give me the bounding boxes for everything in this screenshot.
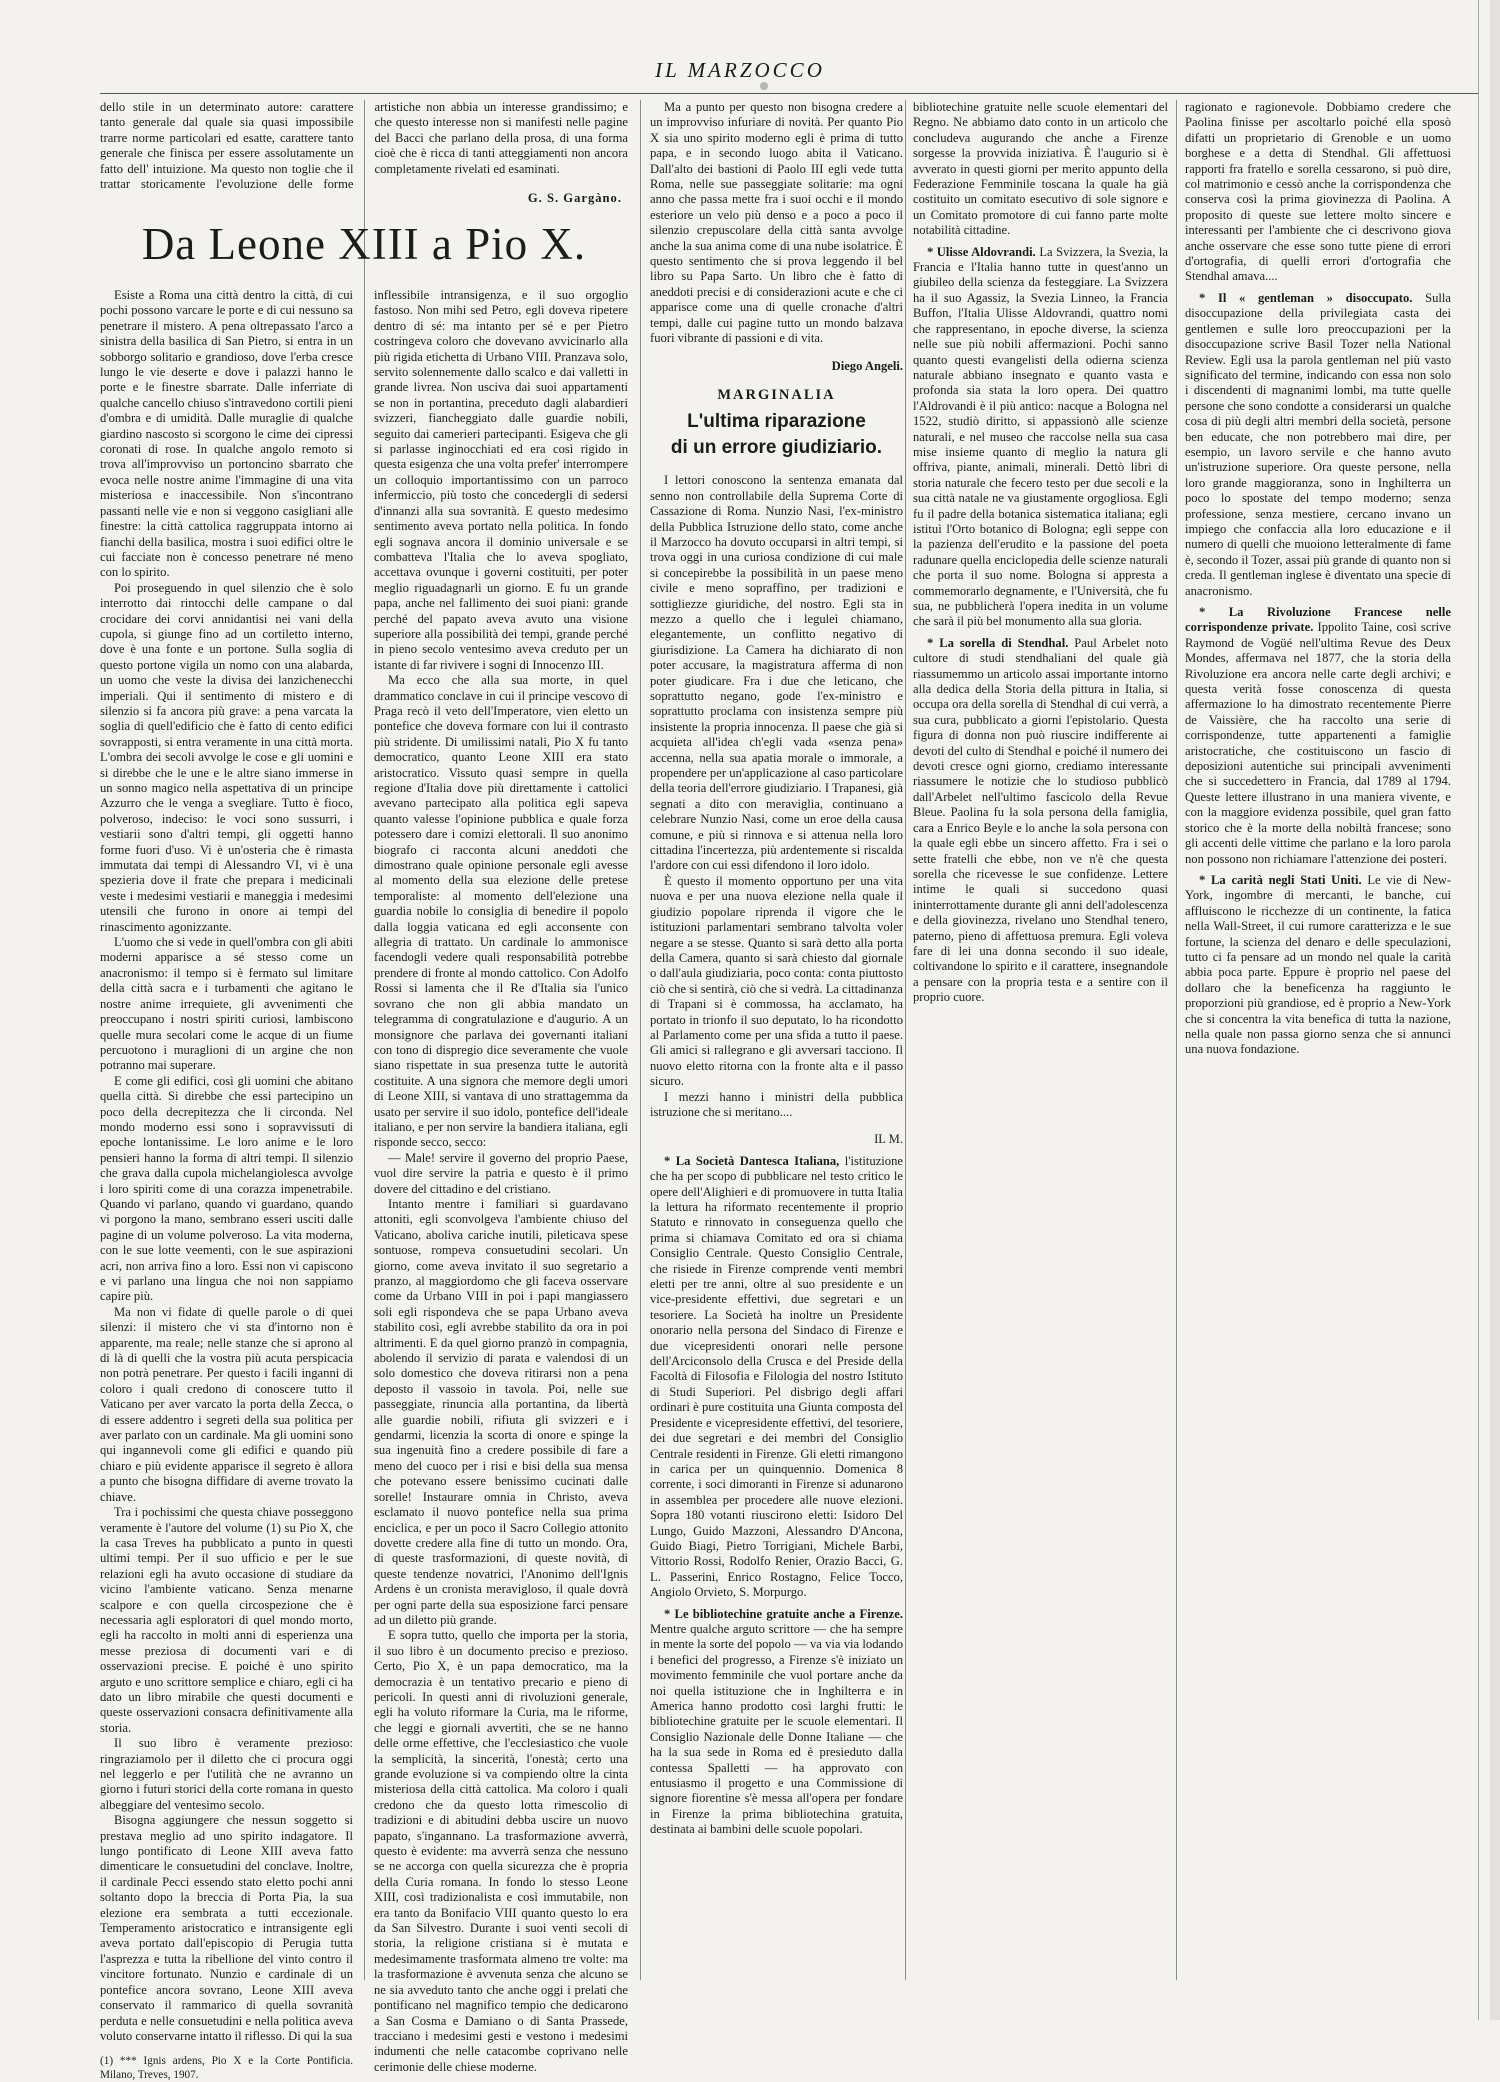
note-item bbox=[913, 636, 1168, 1006]
article-title: Da Leone XIII a Pio X. bbox=[141, 219, 587, 269]
column-5 bbox=[1185, 100, 1451, 2005]
page-fold-line bbox=[1478, 0, 1479, 2020]
note-text: Sulla disoccupazione della privilegiata casta dei gentlemen e sulle loro preoccupazioni per la disoccupazione scrive Basil Tozer nella National Review. Egli usa la parola gentleman nel più vasto significato del termine, indicando con essa non solo i discendenti di magnanimi lombi, ma tutte quelle persone che sono condotte a considerarsi un qualche cosa di più degli altri membri della società, persone ben educate, che non potrebbero mai dire, per esempio, un lavoro servile e che hanno avuto un'istruzione superiore. Ora queste persone, nella loro grande maggioranza, sono in Inghilterra un poco lo spostate del tempo moderno; senza professione, senza mestiere, cercano invano un impiego che confaccia alla loro educazione e il numero di quelli che muoiono letteralmente di fame è, secondo il Tozer, assai più grande di quanto non si creda. Il gentleman inglese è diventato una specie di anacronismo. bbox=[1185, 290, 1451, 598]
header-rule bbox=[100, 93, 1478, 94]
note-paragraph: ragionato e ragionevole. Dobbiamo credere che Paolina finisse per ascoltarlo poiché ella sposò difatti un proprietario di Grenoble e un uomo borghese e a detta di Stendhal. Gli affettuosi rapporti fra fratello e sorella cessarono, si può dire, col matrimonio e cessò anche la corrispondenza che conserva così la prima giovinezza di Paolina. A proposito di queste sue lettere molto sincere e interessanti per l'ambiente che ci descrivono giova anche osservare che esse sono tutte piene di errori d'ortografia, di quelli errori d'ortografia che Stendhal amava.... bbox=[1185, 100, 1451, 284]
note-text: l'istituzione che ha per scopo di pubblicare nel testo critico le opere dell'Alighieri e di promuovere in tutta Italia la lettura ha riformato recentemente il proprio Statuto e rinnovato in conseguenza quello che prima si chiamava Comitato ed ora si chiama Consiglio Centrale. Questo Consiglio Centrale, che risiede in Firenze comprende venti membri eletti per tre anni, oltre al suo presidente e un vice-presidente effettivi, due segretari e un tesoriere. La Società ha inoltre un Presidente onorario nella persona del Sindaco di Firenze e due vicepresidenti onorari nelle persone dell'Arciconsolo della Crusca e del Preside della Facoltà di Filosofia e Filologia del nostro Istituto di Studi Superiori. Pel disbrigo degli affari ordinari è pure costituita una Giunta composta del Presidente e vicepresidente effettivi, del tesoriere, dei due segretari e dei membri del Consiglio Centrale residenti in Firenze. Gli eletti rimangono in carica per un quinquennio. Domenica 8 corrente, i soci dimoranti in Firenze si adunarono in assemblea per procedere alle nuove elezioni. Sopra 180 votanti riuscirono eletti: Isidoro Del Lungo, Guido Mazzoni, Alessandro D'Ancona, Guido Biagi, Pietro Torrigiani, Michele Barbi, Vittorio Rossi, Rodolfo Renier, Orazio Bacci, G. L. Passerini, Enrico Rostagno, Felice Tocco, Angiolo Orvieto, S. Morpurgo. bbox=[650, 1153, 903, 1600]
article-paragraph: E sopra tutto, quello che importa per la storia, il suo libro è un documento preciso e prezioso. Certo, Pio X, è un papa democratico, ma la democrazia è un tentativo precario e pieno di pericoli. In questi anni di rivoluzioni generale, egli ha voluto riformare la Curia, ma le riforme, che leggi e giornali avvertiti, che se ne hanno delle orme effettive, che l'ecclesiastico che vuole la semplicità, la sincerità, l'onestà; certo una grande evoluzione si va compiendo oltre la cinta misteriosa della città cattolica. Ma coloro i quali credono che da questo lotta rimescolio di tradizioni e di abitudini debba uscire un nuovo papato, s'ingannano. La trasformazione avverrà, questo è evidente: ma avverrà senza che nessuno se ne accorga con quella sicurezza che è propria della Curia romana. In fondo lo stesso Leone XIII, così tradizionalista e così immutabile, non era tanto da Bonifacio VIII quanto questo lo era da San Silvestro. Durante i suoi venti secoli di storia, la religione cristiana si è mutata e medesimamente trasformata almeno tre volte: ma la trasformazione è avvenuta senza che alcuno se ne sia avveduto tanto che anche oggi i prelati che pontificano nel magnifico tempio che dedicarono a San Cosma e Damiano o di Santa Prassede, tracciano i medesimi gesti e vestono i medesimi indumenti che nelle catacombe coprivano nelle cerimonie delle chiese moderne. bbox=[374, 1628, 628, 2074]
article-signature: Diego Angeli. bbox=[831, 358, 903, 373]
marginalia-paragraph: È questo il momento opportuno per una vita nuova e per una nuova elezione nella quale il giudizio popolare riprenda il vigore che le istituzioni parlamentari sembrano talvolta voler negare a se stesse. Quanto si sarà detto alla porta della Camera, quanto si sarà chiesto dal giornale o dall'aula giudiziaria, poco conta: conta piuttosto ciò che si sentirà, ciò che si vedrà. La cittadinanza di Trapani si è commossa, ha acclamato, ha portato in trionfo il suo deputato, lo ha ricondotto al Parlamento come per una sfida a tutto il paese. Gli amici si rallegrano e gli avversari tacciono. Il nuovo eletto ritorna con la fronte alta e il passo sicuro. bbox=[650, 873, 903, 1089]
carry-signature: G. S. Gargàno. bbox=[527, 191, 622, 206]
marginalia-initials: IL M. bbox=[874, 1132, 903, 1147]
article-paragraph: Esiste a Roma una città dentro la città, di cui pochi possono varcare le porte e di cui nessuno sa penetrare il mistero. A pena oltrepassato l'arco a sinistra della basilica di San Pietro, si entra in un sobborgo solitario e grandioso, dove l'erba cresce lungo le vie deserte e dove i palazzi hanno le porte e le finestre sbarrate. Dalle inferriate di qualche cancello chiuso s'intravedono cortili pieni d'ombra e di umidità. Dalle muraglie di qualche giardino nascosto si scorgono le cime dei cipressi coronati di rose. In qualche angolo remoto si trova all'improvviso un portoncino sbarrato che evoca nelle nostre anime l'immagine di una vita misteriosa e inaccessibile. Non s'incontrano passanti nelle vie e non si veggono casigliani alle finestre: la città cattolica raggruppata intorno ai fianchi della basilica, mostra i suoi edifici oltre le cui facciate non è concesso penetrare né meno con lo spirito. bbox=[100, 288, 353, 580]
note-item bbox=[650, 1154, 903, 1601]
section-heading: MARGINALIA bbox=[717, 386, 836, 403]
note-text: Ippolito Taine, così scrive Raymond de Vogüé nell'ultima Revue des Deux Mondes, affermava nel 1877, che la storia della Rivoluzione era ancora nelle carte degli archivi; e questa verità fosse conoscenza di questa affermazione lo ha dimostrato recentemente Pierre de Vaissière, che ha raccolto una serie di corrispondenze, tutte appartenenti a famiglie aristocratiche, che costituiscono un fascio di deposizioni autentiche sui principali avvenimenti che si succedettero in Francia, dal 1789 al 1794. Queste lettere illustrano in una maniera vivente, e con la maggiore evidenza possibile, quel gran fatto storico che è la morte della nobiltà francese; sono gli accenti delle vittime che parlano e la loro parola non possono non richiamare l'attenzione dei posteri. bbox=[1185, 620, 1451, 866]
article-paragraph: Tra i pochissimi che questa chiave posseggono veramente è l'autore del volume (1) su Pio X, che la casa Treves ha pubblicato a punto in questi ultimi tempi. Per il suo ufficio e per le sue relazioni egli ha avuto occasione di studiare da vicino l'ambiente vaticano. Senza menarne scalpore e con quella circospezione che è necessaria agli esploratori di quel mondo morto, egli ha raccolto in molti anni di esperienza una messe preziosa di documenti vari e di osservazioni precise. E poiché è uno spirito arguto e uno scrittore semplice e chiaro, egli ci ha dato un libro mirabile che questi documenti e queste osservazioni consacra definitivamente alla storia. bbox=[100, 1505, 353, 1735]
note-rubric: * Il « gentleman » disoccupato. bbox=[1199, 290, 1413, 305]
article-paragraph: inflessibile intransigenza, e il suo orgoglio fastoso. Non mihi sed Petro, egli doveva ripetere dentro di sé: ma intanto per sé e per Pietro costringeva coloro che dovevano avvicinarlo alla più rigida etichetta di Urbano VIII. Pranzava solo, servito solennemente dallo scalco e dai valletti in grande livrea. Non usciva dai suoi appartamenti se non in portantina, preceduto dagli alabardieri svizzeri, fiancheggiato dalle guardie nobili, seguito dai camerieri partecipanti. Esigeva che gli si parlasse inginocchiati ed era così rigido in questa esigenza che una volta prefer' interrompere un colloquio importantissimo con un parroco infermiccio, più tosto che concedergli di sedersi d'innanzi alla sua sovranità. E questo medesimo sentimento avevа portato nella politica. In fondo egli sognava ancora il dominio universale e se combatteva l'Italia che lo aveva spogliato, accettava ovunque i governi costituiti, per poter meglio riguadagnarli un giorno. E fu un grande papa, anche nel fallimento dei suoi piani: grande perché del papato aveva avuto una visione superiore alla possibilità dei tempi, grande perché in pieno secolo ventesimo aveva creduto per un istante di far rivivere i sogni di Innocenzo III. bbox=[374, 288, 628, 672]
column-2 bbox=[374, 288, 628, 2074]
note-rubric: * La sorella di Stendhal. bbox=[927, 635, 1069, 650]
note-text: Paul Arbelet noto cultore di studi stendhaliani del quale già riassumemmo un articolo assai importante intorno alla dedica della Storia della pittura in Italia, si occupa ora della sorella di Stendhal di cui verrà, a sua cura, pubblicato a giorni l'epistolario. Questa figura di donna non può riuscire indifferente ai devoti del culto di Stendhal e poiché il numero dei devoti cresce ogni giorno, crediamo interessante riassumere le notizie che lo studioso pubblicò dall'Arbelet nell'ultimo fascicolo della Revue Bleue. Paolina fu la sola persona della famiglia, cara a Enrico Beyle e lo anche la sola persona con la quale egli ebbe un sincero affetto. Fra i sei o sette fratelli che ebbe, non ve n'è che questa sorella che ricevesse le sue confidenze. Lettere intime le quali si succedono quasi ininterrottamente durante gli anni dell'adolescenza e della giovinezza, rivelano uno Stendhal tenero, paterno, pieno di affettuosa premura. Egli voleva fare di lei una donna secondo il suo ideale, coltivandone lo spirito e il carattere, insegnandole a pensare con la propria testa e a sentire con il proprio cuore. bbox=[913, 635, 1168, 1005]
article-paragraph: Poi proseguendo in quel silenzio che è solo interrotto dai rintocchi delle campane o dal crocidare dei corvi annidantisi nei vani della cupola, si giunge fino ad un cortiletto interno, dove è una fonte e un portone. Sulla soglia di questo portone vigila un nomo con una alabarda, un uomo che veste la divisa dei lanzichenecchi imperiali. Qui il sentimento di mistero e di silenzio si fa ancora più grave: a pena varcata la soglia di quell'edificio che è fatto di cento edifici sovrapposti, si entra veramente in una città morta. L'ombra dei secoli avvolge le cose e gli uomini e si direbbe che le une e le altre siano immerse in un sonno magico nella aspettativa di un principe Azzurro che le venga a svegliare. Tutto è fioco, polveroso, indeciso: le voci sono sussurri, i vestiarii sono d'altri tempi, gli oggetti hanno forme fuori d'uso. Vi è un'osteria che è rimasta immutata dai tempi di Alessandro VI, vi è una spezieria dove il frate che prepara i medicinali veste i medesimi vestiarii e maneggia i medesimi utensili che furono in onore ai tempi del rinascimento agonizzante. bbox=[100, 580, 353, 934]
column-rule bbox=[1176, 100, 1177, 1980]
article-paragraph: Ma ecco che alla sua morte, in quel drammatico conclave in cui il principe vescovo di Praga recò il veto dell'Imperatore, vien eletto un pontefice che doveva formare con lui il contrasto più stridente. Di umilissimi natali, Pio X fu tanto democratico, quanto Leone XIII era stato aristocratico. Vissuto quasi sempre in quella regione d'Italia dove più direttamente i cattolici avevano partecipato alla politica egli sapeva quanto valesse l'opinione pubblica e quale forza potessero dare i comizi elettorali. Il suo anonimo biografo ci racconta alcuni aneddoti che dimostrano quale opinione personale egli avesse al momento della sua elezione delle pretese temporalistе: al momento dell'elezione una guardia nobile lo consiglia di benedire il popolo dalla loggia vaticana ed egli acconsente con allegria di trattato. Un cardinale lo ammonisce facendogli vedere quali responsabilità potrebbe prendere di fronte al mondo cattolico. Con Adolfo Rossi si lamenta che il Re d'Italia sia l'unico sovrano che non gli abbia mandato un telegramma di congratulazione e d'augurio. A un monsignore che parlava dei governanti italiani con tono di dispregio dice severamente che vuole siano rispettate in sua presenza tutte le autorità costituite. A una signora che memore degli umori di Leone XIII, si vantava di uno strattagemma da usato per servire il suo idolo, pontefice dell'ideale italiano, e per non servire la bandiera italiana, egli risponde secco, secco: bbox=[374, 673, 628, 1150]
note-text: Mentre qualche arguto scrittore — che ha sempre in mente la sorte del popolo — va via via lodando i benefici del progresso, a Firenze s'è iniziato un movimento femminile che vuol portare anche da noi quella istituzione che in Inghilterra e in America hanno prodotto così larghi frutti: le bibliotechine gratuite per le scuole elementari. Il Consiglio Nazionale delle Donne Italiane — che ha la sua sede in Roma ed è presieduto dalla contessa Spalletti — ha approvato con entusiasmo il progetto e una Commissione di signore fiorentine s'è messa all'opera per fondare in Firenze la prima bibliotechina gratuita, destinata ai bambini delle scuole popolari. bbox=[650, 1621, 903, 1837]
note-rubric: * La Rivoluzione Francese nelle corrispondenze private. bbox=[1185, 605, 1451, 635]
note-item bbox=[1185, 873, 1451, 1058]
note-item bbox=[1185, 291, 1451, 599]
column-3 bbox=[650, 100, 903, 2005]
marginalia-paragraph: I lettori conoscono la sentenza emanata dal senno non controllabile della Suprema Corte di Cassazione di Roma. Nunzio Nasi, l'ex-ministro della Pubblica Istruzione dello stato, come anche il Marzocco ha dovuto occuparsi in altri tempi, si trova oggi in una curiosa condizione di cui male si concepirebbe la possibilità in un paese meno civile e meno sopraffino, per tradizioni e sottigliezze giuridiche, del nostro. Egli sta in mezzo a quello che i leguleì chiamano, elegantemente, un conflitto negativo di giurisdizione. La Camera ha dichiarato di non poter accusare, la magistratura afferma di non poter giudicare. Fra i due che leticano, che soprattutto negano, gode l'ex-ministro e soprattutto proclama con insistenza sempre più insistente la propria innocenza. Il paese che già si acquieta all'idea ch'egli vada «senza pena» accenna, nella sua apatia morale o immorale, a propendere per un'applicazione al caso particolare della teoria dell'errore giudiziario. I Trapanesi, già segnati a dito con meraviglia, continuano a celebrare Nunzio Nasi, come un eroe della causa comune, e più si rinnova e si attenua nella loro cittadina l'incertezza, più ardentemente si riscalda l'ardore con cui essi difendono il loro idolo. bbox=[650, 473, 903, 873]
article-paragraph: Ma non vi fidate di quelle parole o di quei silenzi: il mistero che vi sta d'intorno non è apparente, ma reale; nelle stanze che si aprono al di là di quelli che la vostra più acuta perspicacia non potrà penetrare. Per questo i facili inganni di coloro i quali credono di conoscere tutto il Vaticano per aver varcato la porta della Zecca, o di essere addentro i segreti della sua politica per aver parlato con un cardinale. Ma gli uomini sono qui ingannevoli come gli edifici e quando più chiaro e più evidente apparisce il segreto è allora a punto che bisogna diffidare di averne trovato la chiave. bbox=[100, 1304, 353, 1504]
article-paragraph: L'uomo che si vede in quell'ombra con gli abiti moderni apparisce a sé stesso come un anacronismo: il tempo si è fermato sul limitare della città sacra e i turbamenti che agitano le nostre anime irrequiete, gli avvenimenti che preoccupano i nostri spiriti curiosi, lambiscono quelle mura secolari come le acque di un fiume percuotono i muraglioni di un argine che non potranno mai superare. bbox=[100, 935, 353, 1073]
paper-blot bbox=[760, 82, 768, 90]
note-item bbox=[650, 1607, 903, 1838]
note-rubric: * La carità negli Stati Uniti. bbox=[1199, 872, 1362, 887]
note-rubric: * La Società Dantesca Italiana, bbox=[664, 1153, 840, 1168]
article-paragraph: Bisogna aggiungere che nessun soggetto si prestava meglio ad uno spirito indagatore. Il lungo pontificato di Leone XIII aveva fatto dimenticare le consuetudini del conclave. Inoltre, il cardinale Pecci essendo stato eletto pochi anni soltanto dopo la breccia di Porta Pia, la sua elezione era sembrata a tutti eccezionale. Temperamento aristocratico e intransigente egli aveva portato dall'episcopio di Perugia tutta l'asprezza e tutta la ribellione del vinto contro il vincitore fortunato. Nunzio e cardinale di un pontefice ancora sovrano, Leone XIII aveva conservato il rammarico di quella sovranità perduta e nelle consuetudini e nella politica aveva voluto conservarne intatto il riflesso. Di qui la sua bbox=[100, 1813, 353, 2043]
article-paragraph: E come gli edifici, così gli uomini che abitano quella città. Si direbbe che essi partecipino un poco della decrepitezza che li circonda. Nel mondo moderno essi sono i sopravvissuti di epoche lontanissime. Le loro anime e le loro pensieri hanno la forma di altri tempi. Il silenzio che grava dalla cupola michelangiolesca avvolge i loro spiriti come di una corazza impenetrabile. Quando vi parlano, quando vi guardano, quando vi porgono la mano, sembrano esseri usciti dalle pagine di un volume polveroso. La vita moderna, con le sue lotte veementi, con le sue aspirazioni acri, non arriva fino a loro. Essi non vi capiscono e vi parlano una lingua che noi non sappiamo capire più. bbox=[100, 1073, 353, 1304]
article-paragraph: Il suo libro è veramente prezioso: ringraziamolo per il diletto che ci procura oggi nel leggerlo e per l'utilità che ne avranno un giorno i futuri storici della corte romana in questo albeggiare del ventesimo secolo. bbox=[100, 1736, 353, 1812]
marginalia-title bbox=[650, 409, 903, 461]
column-4 bbox=[913, 100, 1168, 2005]
page-edge bbox=[1490, 0, 1500, 2020]
note-rubric: * Ulisse Aldovrandi. bbox=[927, 244, 1036, 259]
note-item bbox=[913, 245, 1168, 630]
running-title: IL MARZOCCO bbox=[655, 58, 825, 82]
column-rule bbox=[640, 100, 641, 1980]
note-rubric: * Le bibliotechine gratuite anche a Firenze. bbox=[664, 1606, 903, 1621]
column-rule bbox=[364, 100, 365, 1980]
note-item bbox=[1185, 605, 1451, 867]
carry-over-text bbox=[100, 100, 628, 210]
title-line: di un errore giudiziario. bbox=[670, 437, 883, 459]
article-paragraph: Ma a punto per questo non bisogna credere a un improvviso infuriare di novità. Per quanto Pio X sia uno spirito moderno egli è prima di tutto papa, e in secondo luogo abita il Vaticano. Dall'alto dei bastioni di Paolo III egli vede tutta Roma, nelle sue passeggiate solitarie: ma ogni anno che passa mette fra i suoi occhi e il mondo esteriore un velo più denso e a poco a poco il silenzio crepuscolare della città santa avvolge anche la sua anima come di una nube isolatrice. È questo sentimento che si prova leggendo il bel libro su Papa Sarto. Un libro che è fatto di aneddoti precisi e di considerazioni acute e che ci apparisce come una di quelle cronache d'altri tempi, dalle cui pagine tutto un mondo balzava fuori vibrante di passioni e di vita. bbox=[650, 100, 903, 346]
note-paragraph: bibliotechine gratuite nelle scuole elementari del Regno. Ne abbiamo dato conto in un articolo che concludeva augurando che anche a Firenze sorgesse la provvida iniziativa. È l'augurio si è avverato in questi giorni per merito appunto della Federazione Femminile toscana la quale ha già costituito un comitato esecutivo di sole signore e un Comitato promotore di cui fanno parte molte notabilità cittadine. bbox=[913, 100, 1168, 238]
column-1 bbox=[100, 288, 353, 2082]
article-paragraph: Intanto mentre i familiari si guardavano attoniti, egli sconvolgeva l'ambiente chiuso del Vaticano, aboliva cariche inutili, pileticava spese sontuose, rompeva consuetudini secolari. Un giorno, come aveva invitato il suo segretario a pranzo, al maggiordomo che gli faceva osservare come da Urbano VIII in poi i papi mangiassero soli egli rispondeva che se papa Urbano aveva stabilito così, egli avrebbe stabilito da ora in poi altrimenti. E da quel giorno pranzò in compagnia, abolendo il servizio di parata e valendosi di un solo domestico che doveva ritirarsi non a pena deposto il vassoio in tavola. Poi, nelle sue passeggiate, rinuncia alla portantina, da libertà alle guardie nobili, rifiuta gli svizzeri e i gendarmi, licenzia la scorta di onore e spinge la sua ingenuità fino a credere possibile di fare a meno del cuoco per i risi e bisi della sua mensa che potevano essere benissimo cucinati dalle sorelle! Instaurare omnia in Christo, aveva esclamato il nuovo pontefice nella sua prima enciclica, e per un poco il Sacro Collegio attonito dovette credere alla fine di tutto un mondo. Ora, di queste trasformazioni, di queste novità, di queste tendenze novatrici, l'Anonimo dell'Ignis Ardens è un cronista meravigloso, il quale dovrà per ogni parte della sua esposizione farci pensare ad un diletto più grande. bbox=[374, 1196, 628, 1627]
marginalia-paragraph: I mezzi hanno i ministri della pubblica istruzione che si meritano.... bbox=[650, 1089, 903, 1119]
column-rule bbox=[905, 100, 906, 1980]
carry-paragraph: dello stile in un determinato autore: caratterе tanto generale dal quale sia quasi impossibile trarre norme particolari ed esatte, carattere tanto generale che finisca per essere assolutamente un fatto dell' intuizione. Ma questo non toglie che il trattar storicamente l'evoluzione delle forme artistiche non abbia un interesse grandissimo; e che questo interesse non si manifesti nelle pagine del Bacci che parlano della prosa, di una forma cioè che è ricca di tanti atteggiamenti non ancora completamente rivelati ed esaminati. bbox=[100, 100, 628, 192]
title-line: L'ultima riparazione bbox=[687, 411, 866, 433]
note-text: Le vie di New-York, ingombre di mercanti, le banche, cui affluiscono le ricchezze di un continente, la fatica nella Wall-Street, il cui rumore caratterizza e le sue fortune, la scienza del denaro e delle speculazioni, tutto ci fa pensare ad un mondo nel quale la carità abbia poca parte. Eppure è proprio nel paese del dollaro che la beneficenza ha raggiunto le proporzioni più grandiose, ed è proprio a New-York che si concentra la vita benefica di tutta la nazione, nella quale non passa giorno senza che si annunci una nuova fondazione. bbox=[1185, 872, 1451, 1057]
article-paragraph: — Male! servire il governo del proprio Paese, vuol dire servire la patria e questo è il primo dovere del cittadino e del cristiano. bbox=[374, 1150, 628, 1196]
footnote: (1) *** Ignis ardens, Pio X e la Corte Pontificia. Milano, Treves, 1907. bbox=[100, 2055, 353, 2082]
note-text: La Svizzera, la Svezia, la Francia e l'Italia hanno tutte in quest'anno un giubileo della scienza da festeggiare. La Svizzera ha il suo Agassiz, la Svezia Linneo, la Francia Buffon, l'Italia Ulisse Aldovrandi, quattro nomi che rappresentano, in epoche diverse, la scienza nelle sue più nobili affermazioni. Pochi sanno quanto questi evangelisti della odierna scienza naturale abbiano insegnato e quanto vasta e profonda sia stata la loro opera. Dei quattro l'Aldrovandi è il più antico: nacque a Bologna nel 1522, studiò diritto, si appassionò alle scienze naturali, e nel museo che raccolse nella sua casa mise insieme quanto di meglio la natura gli offriva, piante, animali, minerali. Dettò libri di storia naturale che fecero testo per due secoli e la sua città natale ne va giustamente orgogliosa. Egli fu il padre della botanica sistematica italiana; egli istituì l'Orto botanico di Bologna; egli seppe con la pazienza dell'erudito e la passione del poeta radunare quella enciclopedia delle scienze naturali che porta il suo nome. Bologna si appresta a commemorarlo degnamente, e l'Università, che fu sua, ne pubblicherà l'opera inedita in un volume che sarà il più bel monumento alla sua gloria. bbox=[913, 244, 1168, 629]
